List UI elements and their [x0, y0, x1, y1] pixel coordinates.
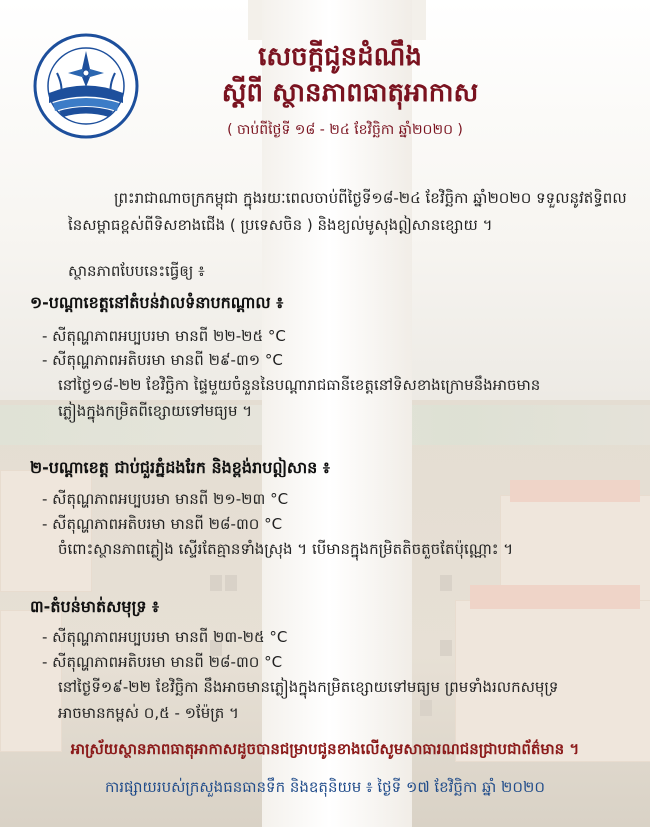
- section-1-max-temp: - សីតុណ្ហភាពអតិបរមា មានពី ២៩-៣១ °C: [42, 351, 283, 369]
- section-2-max-temp: - សីតុណ្ហភាពអតិបរមា មានពី ២៨-៣០ °C: [42, 515, 283, 533]
- section-3-note-line-1: នៅថ្ងៃទី១៩-២២ ខែវិច្ឆិកា នឹងអាចមានភ្លៀងក្នុងកម្រិតខ្សោយទៅមធ្យម ព្រមទាំងរលកសមុទ្រ: [58, 678, 559, 696]
- section-title-coastal: ៣-តំបន់មាត់សមុទ្រ ៖: [30, 597, 160, 616]
- section-2-note-line-1: ចំពោះស្ថានភាពភ្លៀង ស្ទើរតែគ្មានទាំងស្រុង ។ បើមានក្នុងកម្រិតតិចតួចតែប៉ុណ្ណោះ ។: [58, 540, 514, 558]
- section-2-min-temp: - សីតុណ្ហភាពអប្បបរមា មានពី ២១-២៣ °C: [42, 490, 289, 508]
- date-range: ( ចាប់ពីថ្ងៃទី ១៨ - ២៤ ខែវិច្ឆិកា ឆ្នាំ២០២០ ): [227, 122, 463, 138]
- public-advisory: អាស្រ័យស្ថានភាពធាតុអាកាសដូចបានជម្រាបជូនខាងលើសូមសាធារណជនជ្រាបជាព័ត៌មាន ។: [70, 740, 580, 758]
- section-1-note-line-1: នៅថ្ងៃ១៨-២២ ខែវិច្ឆិកា ផ្ទៃមួយចំនួននៃបណ្តារាជធានីខេត្តនៅទិសខាងក្រោមនឹងអាចមាន: [58, 376, 541, 394]
- publisher-line: ការផ្សាយរបស់ក្រសួងធនធានទឹក និងឧតុនិយម ៖ ថ្ងៃទី ១៧ ខែវិច្ឆិកា ឆ្នាំ ២០២០: [104, 778, 546, 796]
- section-title-central-plain: ១-បណ្តាខេត្តនៅតំបន់វាលទំនាបកណ្តាល ៖: [30, 293, 284, 312]
- section-2-note: [58, 536, 628, 562]
- section-title-plateau: ២-បណ្តាខេត្ត ជាប់ជួរភ្នំដងរែក និងខ្ពង់រាបឦសាន ៖: [30, 458, 330, 477]
- intro-line-2: នៃសម្ពាធខ្ពស់ពីទិសខាងជើង ( ប្រទេសចិន ) និងខ្យល់មូសុងឦសានខ្សោយ ។: [68, 216, 493, 234]
- section-3-note: [58, 674, 628, 726]
- intro-line-1: ព្រះរាជាណាចក្រកម្ពុជា ក្នុងរយៈពេលចាប់ពីថ្ងៃទី១៨-២៤ ខែវិច្ឆិកា ឆ្នាំ២០២០ ទទួលនូវឥទ្ធិពល: [114, 189, 627, 207]
- intro-paragraph: [68, 185, 628, 239]
- notice-title: សេចក្តីជូនដំណឹង: [258, 42, 422, 72]
- section-1-note: [58, 372, 628, 424]
- section-1-min-temp: - សីតុណ្ហភាពអប្បបរមា មានពី ២២-២៥ °C: [42, 327, 286, 345]
- section-3-min-temp: - សីតុណ្ហភាពអប្បបរមា មានពី ២៣-២៥ °C: [42, 628, 288, 646]
- section-3-note-line-2: អាចមានកម្ពស់ ០,៥ - ១ម៉ែត្រ ។: [58, 704, 239, 722]
- notice-subject: ស្តីពី ស្ថានភាពធាតុអាកាស: [221, 78, 479, 108]
- intro-subheading: ស្ថានភាពបែបនេះធ្វើឲ្យ ៖: [68, 262, 205, 280]
- section-1-note-line-2: ភ្លៀងក្នុងកម្រិតពីខ្សោយទៅមធ្យម ។: [58, 402, 253, 420]
- section-3-max-temp: - សីតុណ្ហភាពអតិបរមា មានពី ២៨-៣០ °C: [42, 653, 283, 671]
- ministry-logo: [33, 33, 139, 139]
